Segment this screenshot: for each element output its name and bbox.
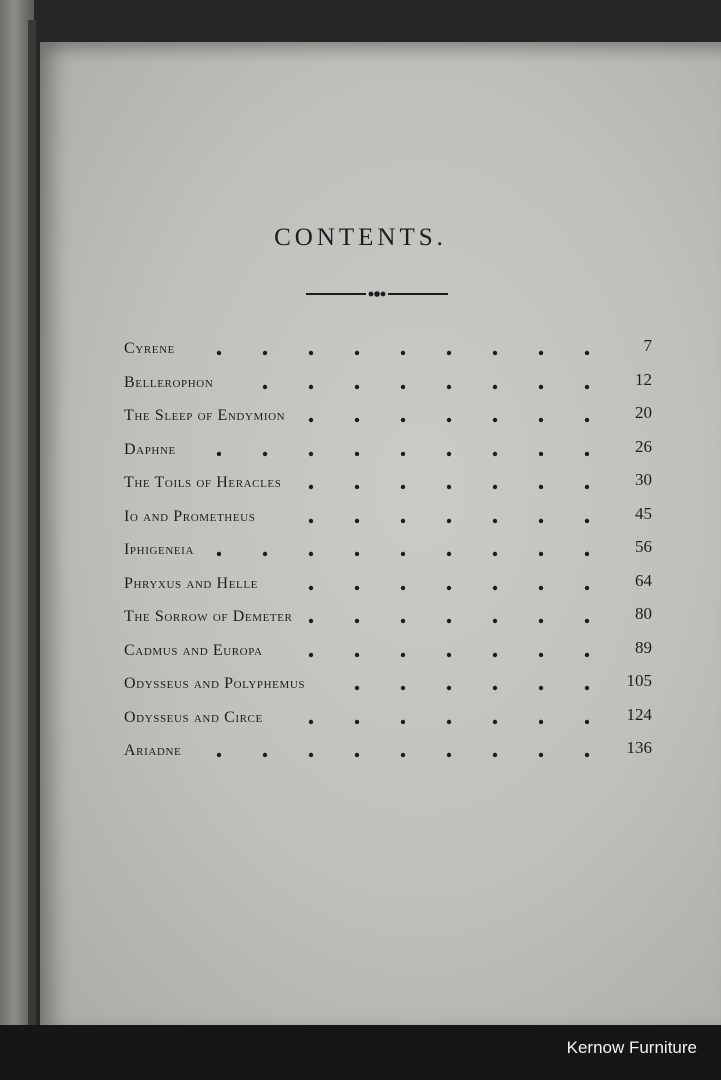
toc-entry-page: 89 [635, 637, 652, 657]
dot-leader [124, 551, 594, 557]
toc-entry [124, 705, 664, 739]
toc-entry-page: 56 [635, 537, 652, 556]
toc-entry-title: Cyrene [124, 340, 175, 357]
toc-entry [124, 738, 664, 772]
toc-entry [124, 638, 664, 672]
dot-leader [124, 350, 594, 356]
toc-entry-title: Iphigeneia [124, 541, 194, 558]
toc-entry-page: 80 [635, 604, 652, 623]
book-binding-edge [28, 20, 36, 1030]
toc-entry-title: Daphne [124, 440, 176, 458]
toc-entry-page: 136 [626, 738, 652, 757]
toc-entry-page: 105 [626, 671, 652, 690]
toc-entry-title: Ariadne [124, 742, 182, 759]
toc-entry-page: 20 [635, 403, 652, 422]
toc-entry-page: 45 [635, 503, 652, 523]
toc-entry-page: 26 [635, 436, 652, 456]
toc-entry-page: 30 [635, 470, 652, 489]
contents-heading: CONTENTS. [274, 224, 447, 251]
toc-entry-page: 64 [635, 570, 652, 590]
toc-entry-page: 124 [626, 704, 652, 724]
toc-entry [124, 437, 664, 471]
watermark: Kernow Furniture [566, 1038, 697, 1057]
toc-entry [124, 403, 664, 437]
toc-entry-title: The Toils of Heracles [124, 474, 282, 491]
toc-entry-title: Odysseus and Circe [124, 708, 263, 726]
toc-entry [124, 604, 664, 638]
toc-entry-title: Bellerophon [124, 373, 214, 391]
toc-entry [124, 571, 664, 605]
dot-leader [124, 451, 594, 457]
toc-entry [124, 504, 664, 538]
dot-leader [124, 752, 594, 758]
toc-entry [124, 370, 664, 404]
toc-entry-title: The Sorrow of Demeter [124, 608, 293, 625]
table-of-contents [124, 336, 664, 772]
toc-entry-title: Odysseus and Polyphemus [124, 675, 306, 692]
toc-entry-title: The Sleep of Endymion [124, 407, 286, 424]
toc-entry-title: Phryxus and Helle [124, 574, 258, 592]
toc-entry [124, 671, 664, 705]
toc-entry-page: 12 [635, 369, 652, 389]
toc-entry-title: Io and Prometheus [124, 507, 256, 525]
toc-entry [124, 470, 664, 504]
toc-entry [124, 537, 664, 571]
toc-entry [124, 336, 664, 370]
ornament-divider-icon [306, 288, 448, 300]
toc-entry-page: 7 [643, 336, 652, 355]
toc-entry-title: Cadmus and Europa [124, 641, 263, 659]
